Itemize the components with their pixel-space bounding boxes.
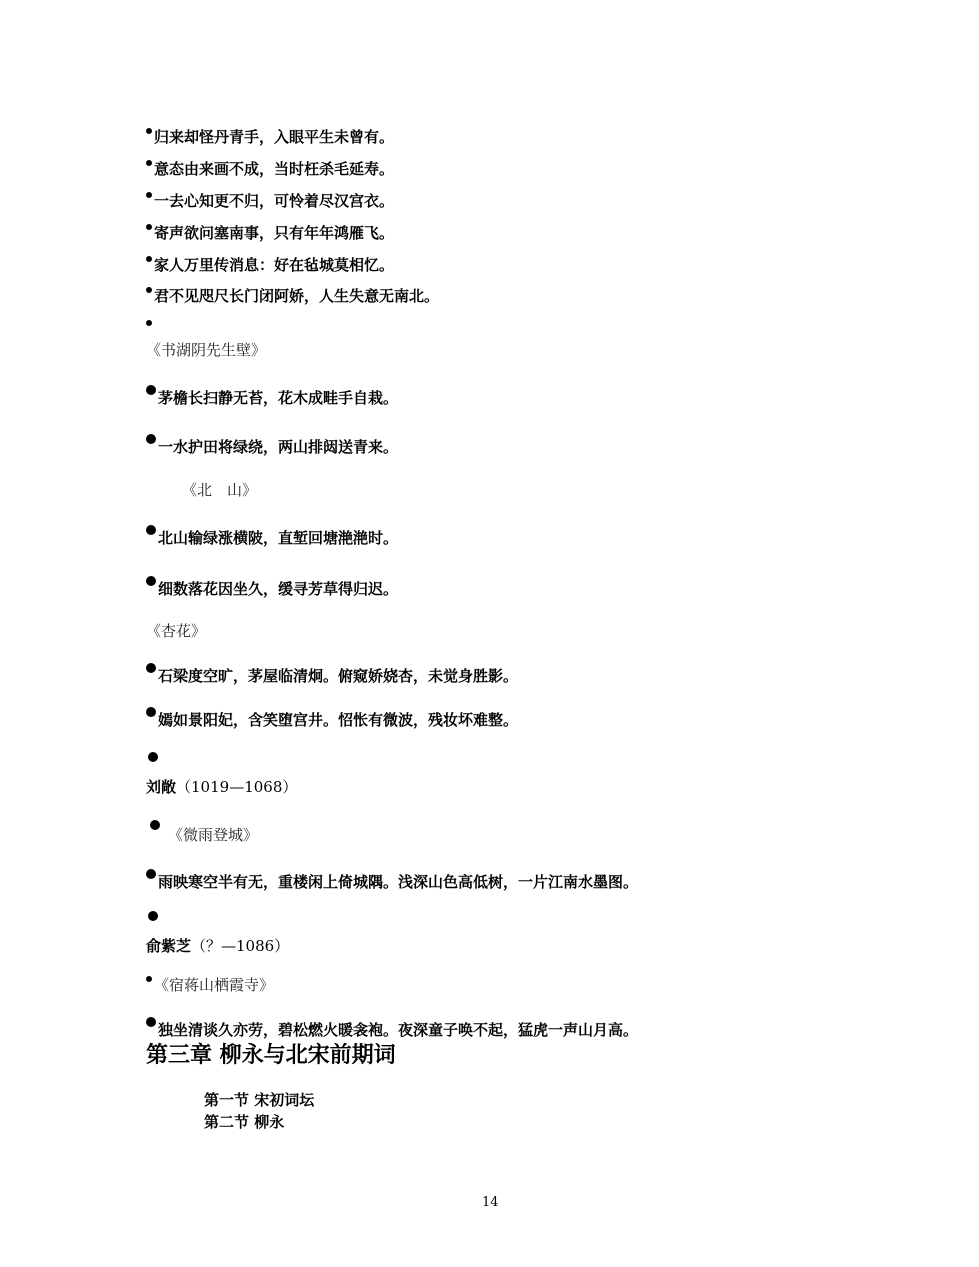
bullet-icon <box>146 707 156 717</box>
chapter-heading: 第三章 柳永与北宋前期词 <box>146 1043 396 1068</box>
bullet-icon <box>148 752 158 762</box>
bullet-icon <box>146 869 156 879</box>
bullet-icon <box>146 192 152 198</box>
poem-title: 《书湖阴先生壁》 <box>146 341 267 359</box>
section-heading: 第一节 宋初词坛 <box>204 1091 315 1109</box>
poem-line-text: 一水护田将绿绕，两山排闼送青来。 <box>158 438 399 456</box>
author-years: （？—1086） <box>191 937 290 955</box>
poem-line <box>146 385 398 408</box>
bullet-icon <box>146 256 152 262</box>
poem-line <box>146 159 394 179</box>
bullet-icon <box>146 976 152 982</box>
poem-line <box>146 127 394 147</box>
author-heading <box>146 936 289 956</box>
bullet-icon <box>146 128 152 134</box>
poem-line <box>146 255 394 275</box>
bullet-icon <box>146 160 152 166</box>
bullet-icon <box>146 287 152 293</box>
bullet-icon <box>146 224 152 230</box>
bullet-icon <box>150 820 160 830</box>
poem-line <box>146 869 638 892</box>
poem-line-text: 归来却怪丹青手，入眼平生未曾有。 <box>154 128 395 146</box>
poem-line <box>146 707 518 730</box>
poem-line-text: 细数落花因坐久，缓寻芳草得归迟。 <box>158 580 399 598</box>
poem-title-text: 《宿蒋山栖霞寺》 <box>154 976 275 994</box>
bullet-icon <box>146 1017 156 1027</box>
poem-line-text: 独坐清谈久亦劳，碧松燃火暖衾袍。夜深童子唤不起，猛虎一声山月高。 <box>158 1021 639 1039</box>
page-number: 14 <box>482 1195 499 1210</box>
poem-line <box>146 576 398 599</box>
bullet-icon <box>148 911 158 921</box>
poem-line <box>146 434 398 457</box>
bullet-icon <box>146 525 156 535</box>
author-name: 刘敞 <box>146 778 177 796</box>
poem-line-text: 北山输绿涨横陂，直堑回塘滟滟时。 <box>158 529 399 547</box>
bullet-icon <box>146 320 152 326</box>
poem-line <box>146 525 398 548</box>
poem-line <box>146 286 439 306</box>
poem-line <box>146 1017 638 1040</box>
poem-line <box>146 191 394 211</box>
poem-title: 《杏花》 <box>146 622 207 640</box>
poem-line-text: 寄声欲问塞南事，只有年年鸿雁飞。 <box>154 224 395 242</box>
poem-line-text: 雨映寒空半有无，重楼闲上倚城隅。浅深山色高低树，一片江南水墨图。 <box>158 873 639 891</box>
poem-line-text: 石梁度空旷，茅屋临清炯。俯窥娇娆杏，未觉身胜影。 <box>158 667 519 685</box>
author-heading <box>146 777 297 797</box>
bullet-icon <box>146 576 156 586</box>
poem-line-text: 意态由来画不成，当时枉杀毛延寿。 <box>154 160 395 178</box>
poem-line-text: 茅檐长扫静无苔，花木成畦手自栽。 <box>158 389 399 407</box>
poem-line-text: 家人万里传消息：好在毡城莫相忆。 <box>154 256 395 274</box>
poem-line <box>146 663 518 686</box>
poem-line-text: 嫣如景阳妃，含笑堕宫井。怊怅有微波，残妆坏难整。 <box>158 711 519 729</box>
poem-title: 《微雨登城》 <box>168 826 259 844</box>
bullet-icon <box>146 663 156 673</box>
author-years: （1019—1068） <box>176 778 298 796</box>
poem-line <box>146 223 394 243</box>
poem-title <box>146 975 274 995</box>
bullet-icon <box>146 385 156 395</box>
bullet-icon <box>146 434 156 444</box>
poem-title: 《北 山》 <box>182 481 258 499</box>
author-name: 俞紫芝 <box>146 937 192 955</box>
poem-line-text: 一去心知更不归，可怜着尽汉宫衣。 <box>154 192 395 210</box>
section-heading: 第二节 柳永 <box>204 1113 285 1131</box>
poem-line-text: 君不见咫尺长门闭阿娇，人生失意无南北。 <box>154 287 440 305</box>
